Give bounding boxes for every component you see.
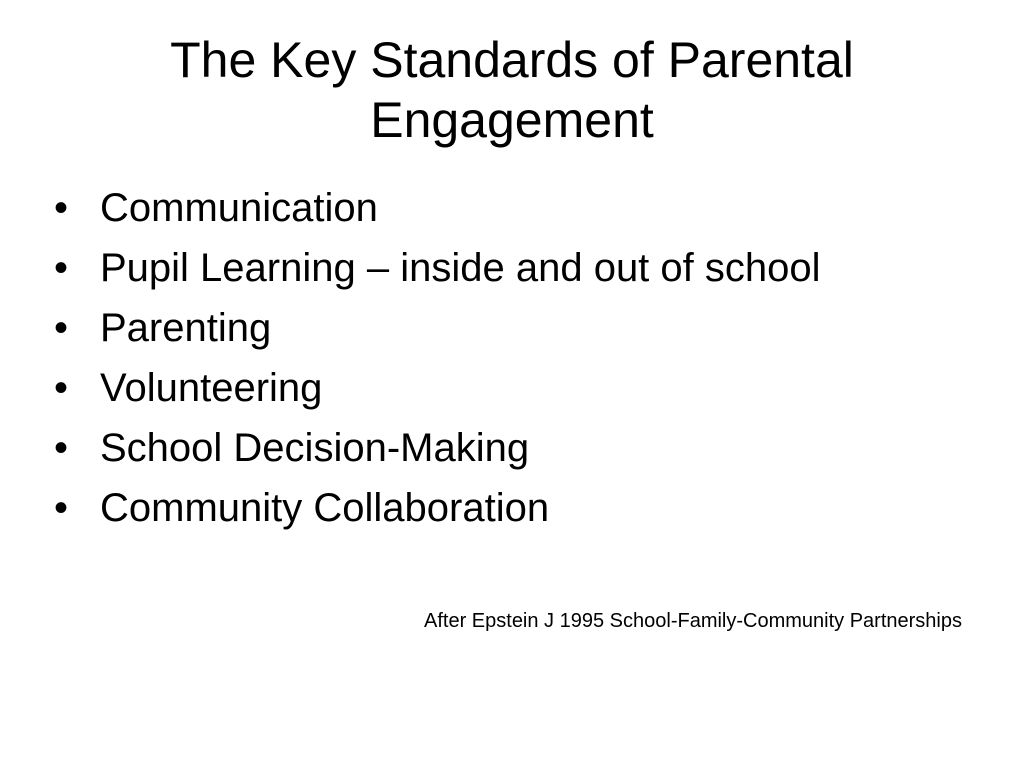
bullet-text: Communication <box>100 186 378 230</box>
bullet-icon: • <box>54 306 69 350</box>
bullet-list <box>54 178 984 538</box>
bullet-item-parenting <box>54 298 984 358</box>
bullet-item-community-collaboration <box>54 478 984 538</box>
bullet-icon: • <box>54 366 69 410</box>
bullet-text: Pupil Learning – inside and out of school <box>100 246 821 290</box>
bullet-icon: • <box>54 486 69 530</box>
slide-title: The Key Standards of Parental Engagement <box>170 32 854 148</box>
bullet-item-volunteering <box>54 358 984 418</box>
bullet-icon: • <box>54 426 69 470</box>
bullet-text: Community Collaboration <box>100 486 550 530</box>
bullet-icon: • <box>54 186 69 230</box>
bullet-icon: • <box>54 246 69 290</box>
bullet-text: School Decision-Making <box>100 426 530 470</box>
bullet-item-communication <box>54 178 984 238</box>
bullet-text: Parenting <box>100 306 272 350</box>
bullet-item-school-decision-making <box>54 418 984 478</box>
citation-text: After Epstein J 1995 School-Family-Community Partnerships <box>424 610 962 632</box>
bullet-text: Volunteering <box>100 366 323 410</box>
bullet-item-pupil-learning <box>54 238 984 298</box>
